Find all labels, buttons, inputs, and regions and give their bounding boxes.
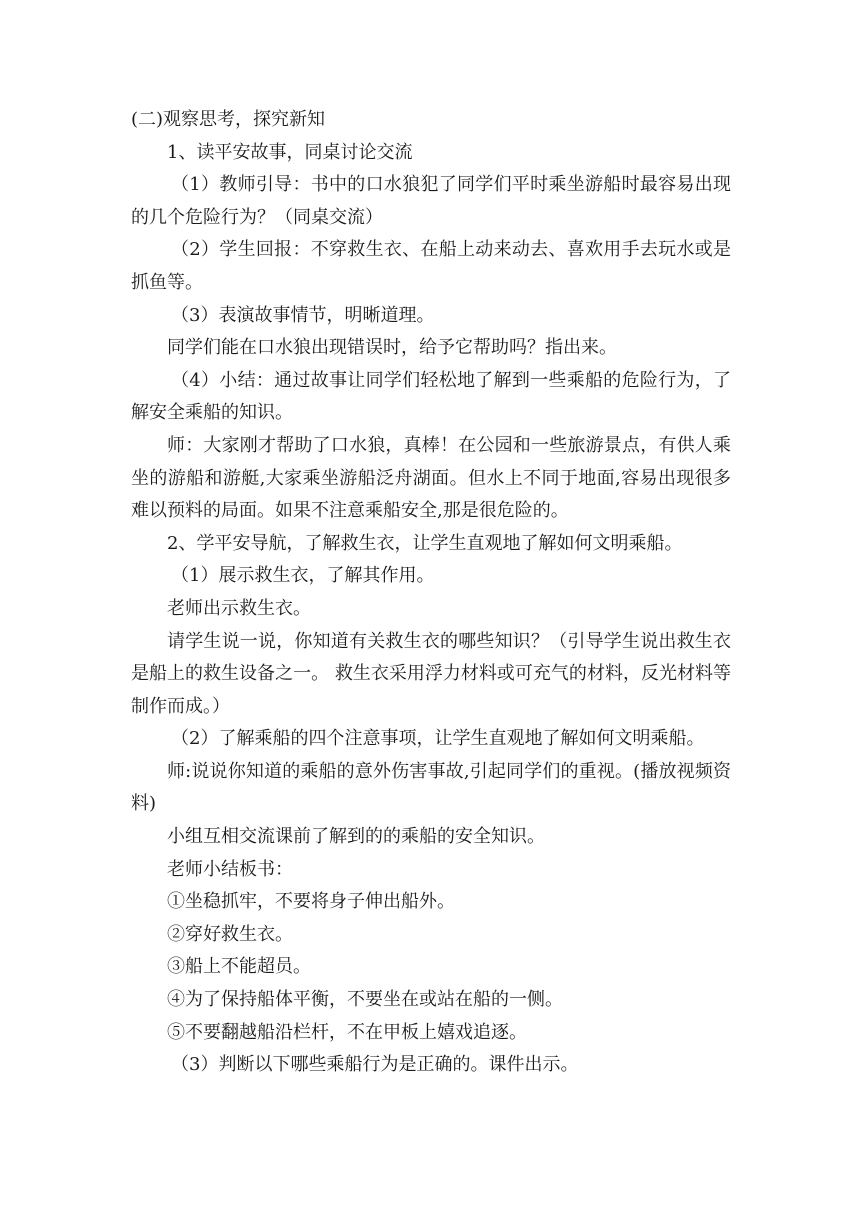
paragraph: （2）学生回报：不穿救生衣、在船上动来动去、喜欢用手去玩水或是抓鱼等。 xyxy=(131,239,731,293)
subsection-heading: 1、读平安故事，同桌讨论交流 xyxy=(167,141,413,163)
paragraph: 请学生说一说，你知道有关救生衣的哪些知识？（引导学生说出救生衣是船上的救生设备之一。 救生衣采用浮力材料或可充气的材料，反光材料等制作而成。） xyxy=(131,630,731,717)
paragraph: 老师出示救生衣。 xyxy=(167,597,311,619)
paragraph: 同学们能在口水狼出现错误时，给予它帮助吗？指出来。 xyxy=(167,337,617,359)
list-item: ②穿好救生衣。 xyxy=(167,923,293,945)
list-item: ①坐稳抓牢，不要将身子伸出船外。 xyxy=(167,891,455,913)
paragraph: （3）判断以下哪些乘船行为是正确的。课件出示。 xyxy=(171,1054,579,1076)
list-item: ④为了保持船体平衡，不要坐在或站在船的一侧。 xyxy=(167,989,563,1011)
section-heading: (二)观察思考，探究新知 xyxy=(131,109,326,130)
paragraph: （1）教师引导：书中的口水狼犯了同学们平时乘坐游船时最容易出现的几个危险行为？（同桌交流） xyxy=(131,174,731,228)
list-item: ⑤不要翻越船沿栏杆，不在甲板上嬉戏追逐。 xyxy=(167,1021,527,1043)
paragraph: 小组互相交流课前了解到的的乘船的安全知识。 xyxy=(167,826,545,848)
list-item: ③船上不能超员。 xyxy=(167,956,311,978)
paragraph: （4）小结：通过故事让同学们轻松地了解到一些乘船的危险行为，了解安全乘船的知识。 xyxy=(131,369,731,424)
paragraph: （1）展示救生衣，了解其作用。 xyxy=(171,565,435,587)
paragraph: 师：大家刚才帮助了口水狼，真棒！在公园和一些旅游景点，有供人乘坐的游船和游艇,大家乘坐游船泛舟湖面。但水上不同于地面,容易出现很多难以预料的局面。如果不注意乘船安全,那是很危险的。 xyxy=(131,434,731,522)
paragraph: （3）表演故事情节，明晰道理。 xyxy=(171,304,435,326)
document-body xyxy=(131,104,731,1082)
paragraph: 师:说说你知道的乘船的意外伤害事故,引起同学们的重视。(播放视频资料) xyxy=(131,760,731,815)
subsection-heading: 2、学平安导航，了解救生衣，让学生直观地了解如何文明乘船。 xyxy=(167,532,683,554)
paragraph: （2）了解乘船的四个注意事项，让学生直观地了解如何文明乘船。 xyxy=(171,728,705,750)
paragraph: 老师小结板书： xyxy=(167,858,293,880)
